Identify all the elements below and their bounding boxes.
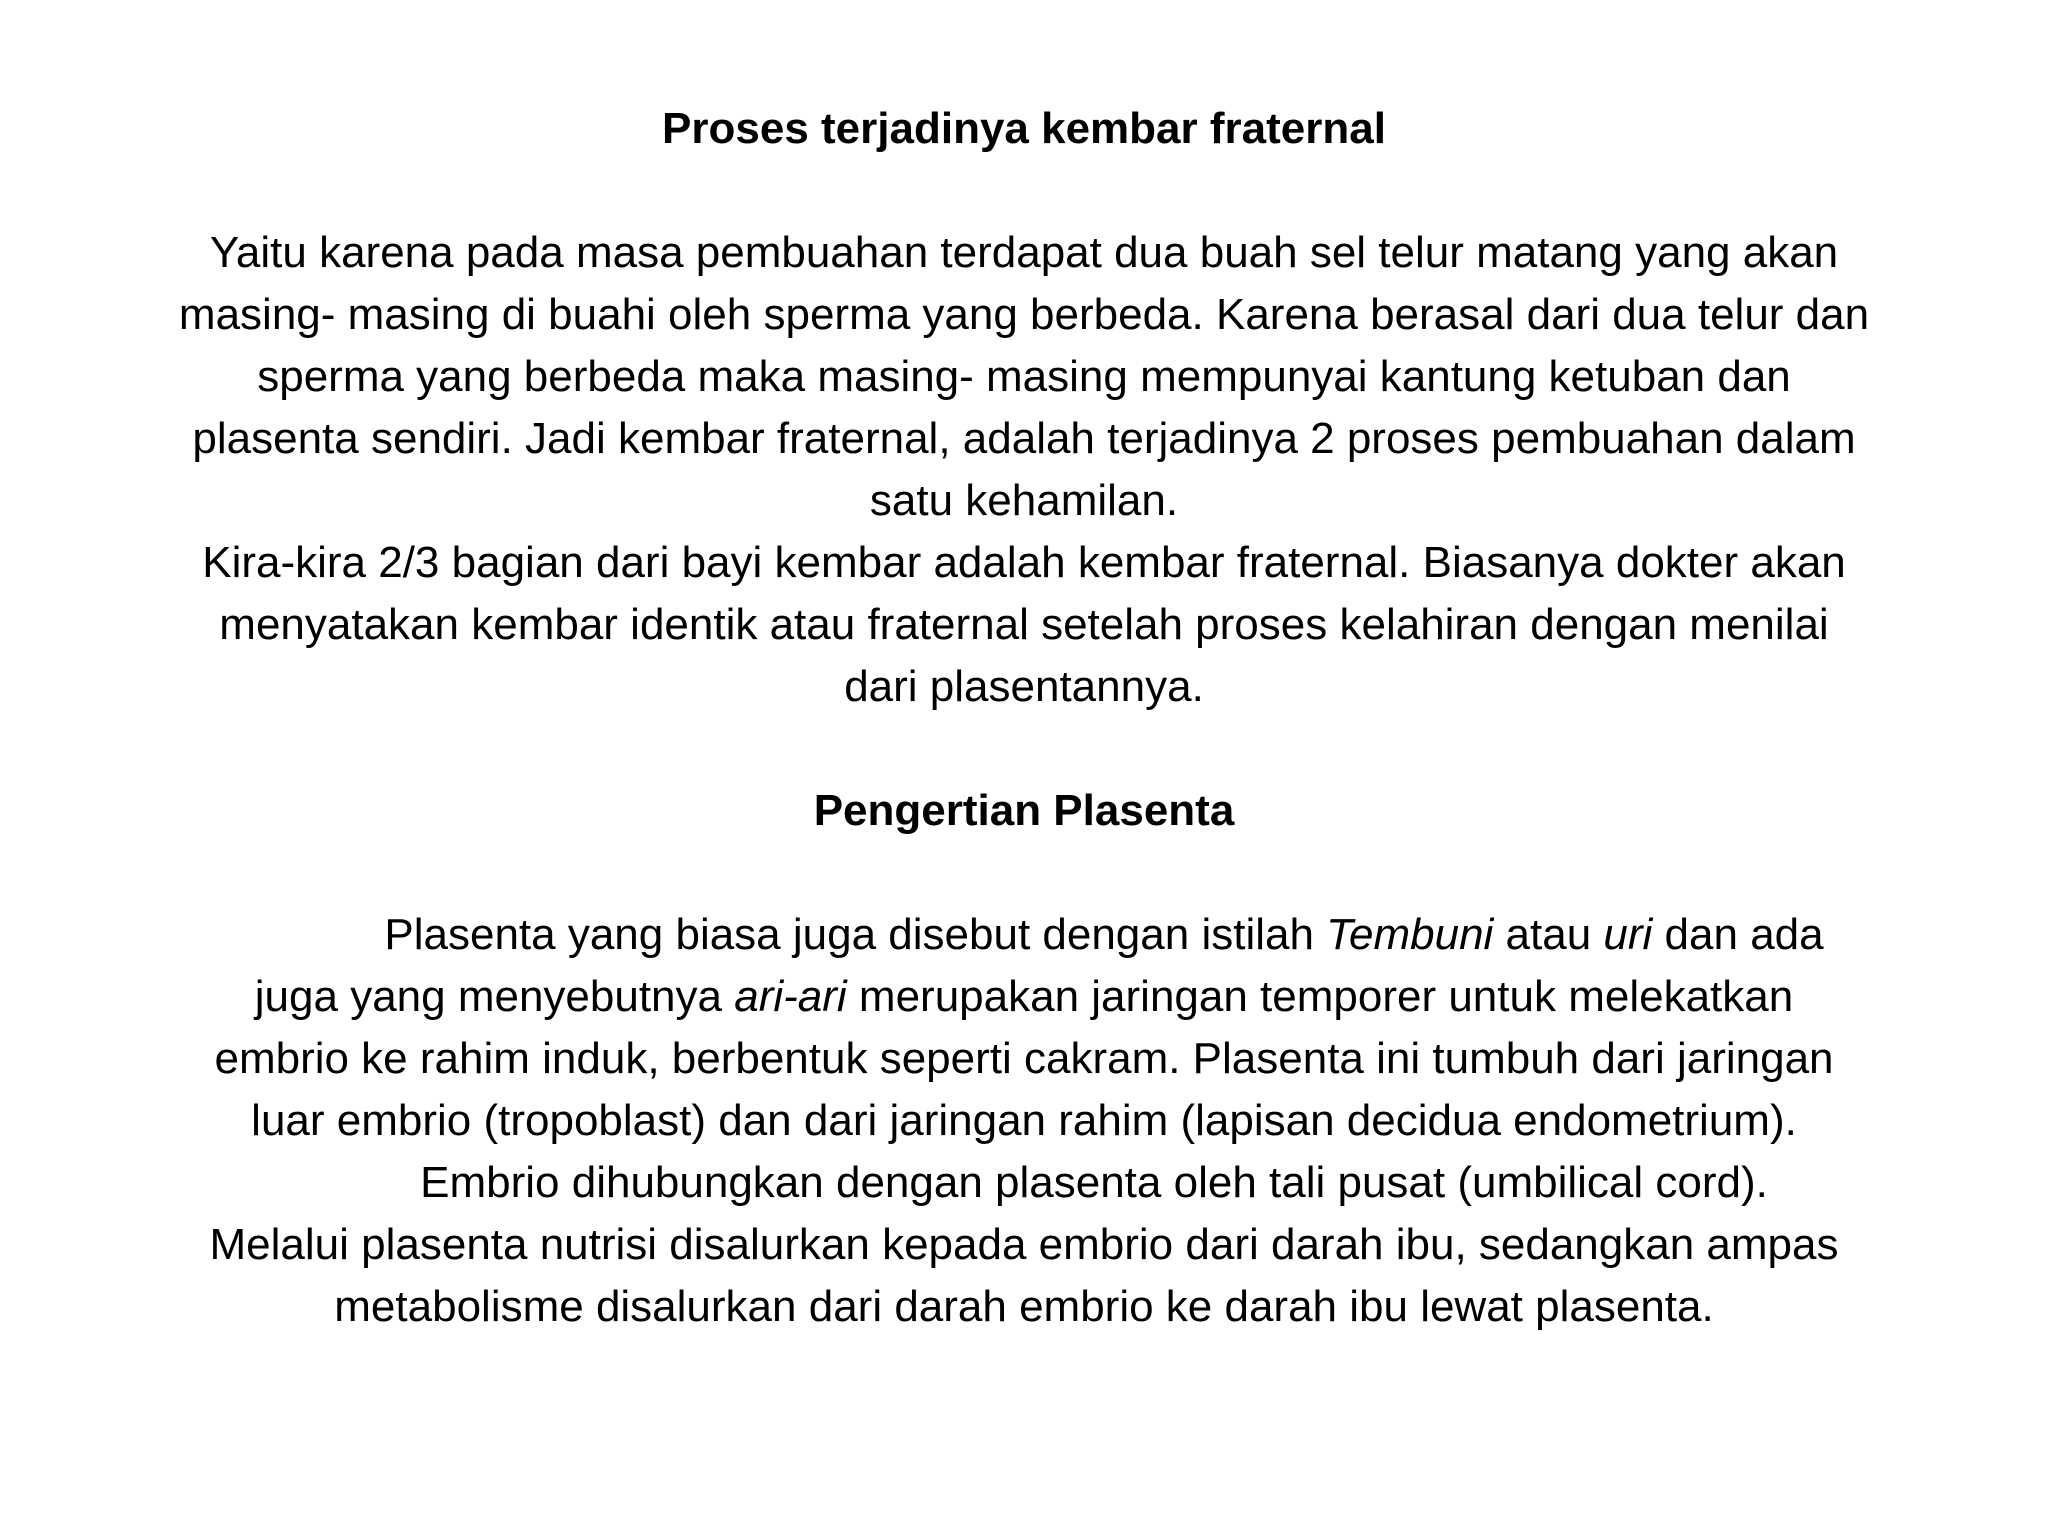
paragraph-line: [120, 904, 1928, 966]
spacer: [120, 160, 1928, 222]
paragraph-line: Yaitu karena pada masa pembuahan terdapat dua buah sel telur matang yang akan: [209, 228, 1839, 277]
paragraph-line: menyatakan kembar identik atau fraternal setelah proses kelahiran dengan menilai: [219, 600, 1829, 649]
text-run: juga yang menyebutnya: [254, 972, 735, 1021]
paragraph-line: [120, 966, 1928, 1028]
paragraph-line: Kira-kira 2/3 bagian dari bayi kembar adalah kembar fraternal. Biasanya dokter akan: [202, 538, 1846, 587]
text-run: atau: [1493, 910, 1604, 959]
slide-content: [120, 98, 1928, 1338]
spacer: [120, 718, 1928, 780]
italic-term-ari-ari: ari-ari: [734, 972, 847, 1021]
text-run: merupakan jaringan temporer untuk melekatkan: [846, 972, 1794, 1021]
paragraph-line: [120, 1152, 1928, 1214]
paragraph-line: plasenta sendiri. Jadi kembar fraternal, adalah terjadinya 2 proses pembuahan dalam: [192, 414, 1856, 463]
heading-kembar-fraternal: Proses terjadinya kembar fraternal: [662, 104, 1386, 153]
spacer: [120, 842, 1928, 904]
italic-term-uri: uri: [1603, 910, 1653, 959]
paragraph-line: masing- masing di buahi oleh sperma yang berbeda. Karena berasal dari dua telur dan: [178, 290, 1870, 339]
paragraph-line: luar embrio (tropoblast) dan dari jaringan rahim (lapisan decidua endometrium).: [251, 1096, 1797, 1145]
text-run: Plasenta yang biasa juga disebut dengan istilah: [384, 910, 1327, 959]
paragraph-line: embrio ke rahim induk, berbentuk seperti cakram. Plasenta ini tumbuh dari jaringan: [214, 1034, 1834, 1083]
text-run: dan ada: [1652, 910, 1824, 959]
paragraph-line: sperma yang berbeda maka masing- masing mempunyai kantung ketuban dan: [257, 352, 1791, 401]
paragraph-line: metabolisme disalurkan dari darah embrio ke darah ibu lewat plasenta.: [334, 1282, 1714, 1331]
italic-term-tembuni: Tembuni: [1326, 910, 1494, 959]
text-run: Embrio dihubungkan dengan plasenta oleh tali pusat (umbilical cord).: [420, 1158, 1768, 1207]
paragraph-line: satu kehamilan.: [869, 476, 1179, 525]
paragraph-line: dari plasentannya.: [844, 662, 1204, 711]
heading-pengertian-plasenta: Pengertian Plasenta: [813, 786, 1235, 835]
paragraph-line: Melalui plasenta nutrisi disalurkan kepada embrio dari darah ibu, sedangkan ampas: [209, 1220, 1839, 1269]
